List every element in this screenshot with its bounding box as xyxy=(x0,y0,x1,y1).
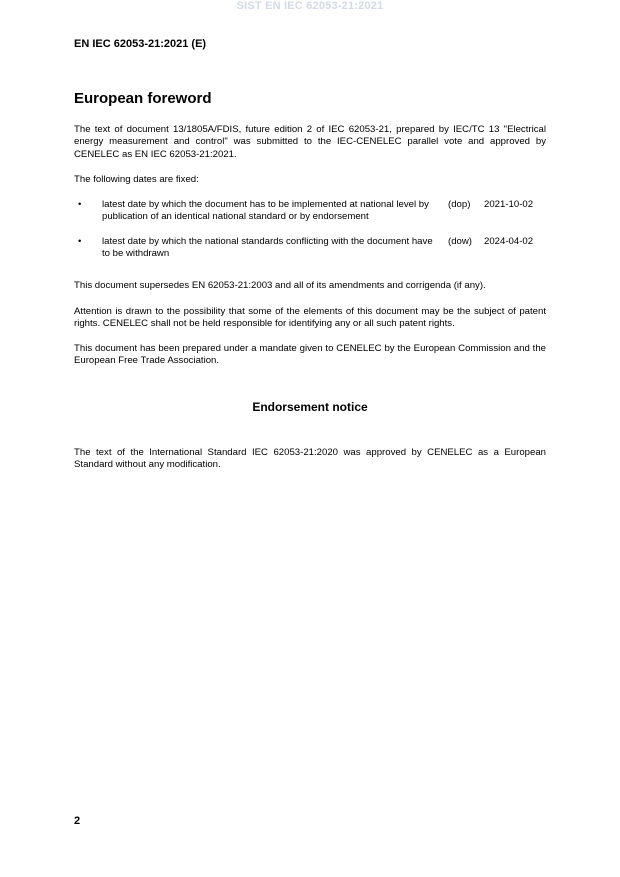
date-item-text: latest date by which the national standards conflicting with the document have to be withdrawn xyxy=(102,236,433,260)
date-item-date: 2021-10-02 xyxy=(484,199,534,210)
bullet-marker: • xyxy=(78,199,82,210)
page-number: 2 xyxy=(74,815,81,827)
endorsement-heading: Endorsement notice xyxy=(252,400,368,414)
patent-paragraph: Attention is drawn to the possibility that some of the elements of this document may be the subject of patent rights. CENELEC shall not be held responsible for identifying any or all such patent rights. xyxy=(74,306,546,330)
watermark-text: SIST EN IEC 62053-21:2021 xyxy=(236,0,384,12)
date-item-date: 2024-04-02 xyxy=(484,236,534,247)
foreword-heading: European foreword xyxy=(74,90,212,107)
bullet-marker: • xyxy=(78,236,82,247)
date-item-dow xyxy=(74,236,546,262)
dates-intro-paragraph: The following dates are fixed: xyxy=(74,174,199,185)
endorsement-paragraph: The text of the International Standard IEC 62053-21:2020 was approved by CENELEC as a European Standard without any modification. xyxy=(74,447,546,471)
foreword-intro-paragraph: The text of document 13/1805A/FDIS, future edition 2 of IEC 62053-21, prepared by IEC/TC 13 "Electrical energy measurement and control" was submitted to the IEC-CENELEC parallel vote and approved by CENELEC as EN IEC 62053-21:2021. xyxy=(74,124,546,160)
date-item-dop xyxy=(74,199,546,225)
date-item-code: (dow) xyxy=(448,236,472,247)
supersedes-paragraph: This document supersedes EN 62053-21:2003 and all of its amendments and corrigenda (if any). xyxy=(74,280,486,291)
date-item-text: latest date by which the document has to be implemented at national level by publication of an identical national standard or by endorsement xyxy=(102,199,429,223)
date-item-code: (dop) xyxy=(448,199,471,210)
mandate-paragraph: This document has been prepared under a mandate given to CENELEC by the European Commission and the European Free Trade Association. xyxy=(74,343,546,367)
document-identifier: EN IEC 62053-21:2021 (E) xyxy=(74,38,207,50)
